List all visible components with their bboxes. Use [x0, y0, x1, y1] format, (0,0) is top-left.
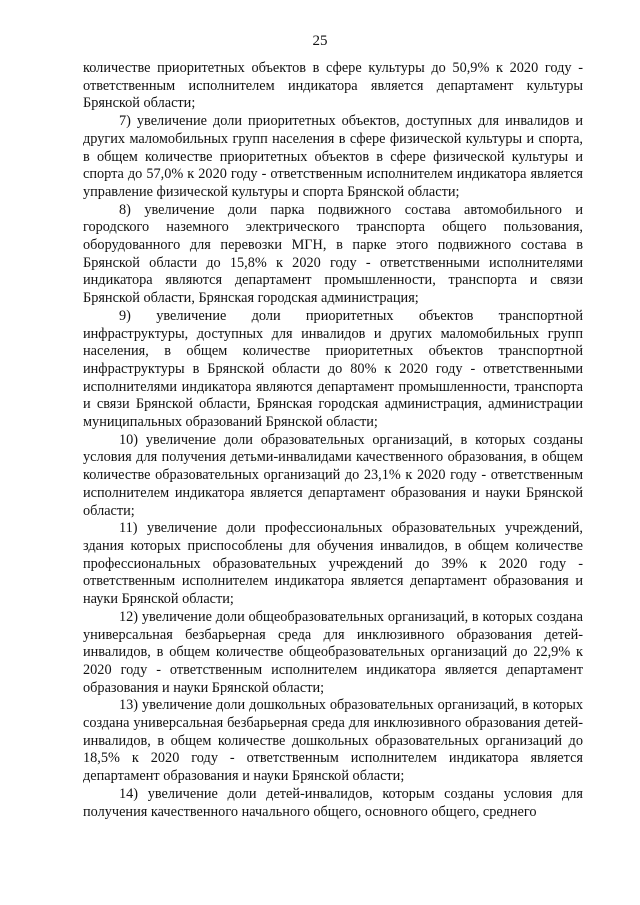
paragraph-item-7: 7) увеличение доли приоритетных объектов, доступных для инвалидов и других маломобильных групп населения в сфере физической культуры и спорта, в общем количестве приоритетных объектов в сфере физической культуры и спорта до 57,0% к 2020 году - ответственным исполнителем индикатора является управление физической культуры и спорта Брянской области; [83, 113, 583, 200]
page-number: 25 [312, 33, 328, 49]
paragraph-item-13: 13) увеличение доли дошкольных образовательных организаций, в которых создана универсальная безбарьерная среда для инклюзивного образования детей-инвалидов, в общем количестве дошкольных образовательных организаций до 18,5% к 2020 году - ответственным исполнителем индикатора является департамент образования и науки Брянской области; [83, 697, 583, 785]
document-body [83, 60, 583, 821]
paragraph-item-10: 10) увеличение доли образовательных организаций, в которых созданы условия для получения детьми-инвалидами качественного образования, в общем количестве образовательных организаций до 23,1% к 2020 году - ответственным исполнителем индикатора является департамент образования и науки Брянской области; [83, 431, 583, 519]
paragraph-item-8: 8) увеличение доли парка подвижного состава автомобильного и городского наземного электрического транспорта общего пользования, оборудованного для перевозки МГН, в парке этого подвижного состава в Брянской области до 15,8% к 2020 году - ответственными исполнителями индикатора являются департамент промышленности, транспорта и связи Брянской области, Брянская городская администрация; [83, 201, 583, 307]
paragraph-item-9: 9) увеличение доли приоритетных объектов транспортной инфраструктуры, доступных для инвалидов и других маломобильных групп населения, в общем количестве приоритетных объектов транспортной инфраструктуры в Брянской области до 80% к 2020 году - ответственными исполнителями индикатора являются департамент промышленности, транспорта и связи Брянской области, Брянская городская администрация, администрации муниципальных образований Брянской области; [83, 307, 583, 431]
paragraph-continuation: количестве приоритетных объектов в сфере культуры до 50,9% к 2020 году - ответственным исполнителем индикатора является департамент культуры Брянской области; [83, 60, 583, 112]
paragraph-item-12: 12) увеличение доли общеобразовательных организаций, в которых создана универсальная безбарьерная среда для инклюзивного образования детей-инвалидов, в общем количестве общеобразовательных организаций до 22,9% к 2020 году - ответственным исполнителем индикатора является департамент образования и науки Брянской области; [83, 608, 583, 696]
paragraph-item-11: 11) увеличение доли профессиональных образовательных учреждений, здания которых приспособлены для обучения инвалидов, в общем количестве профессиональных образовательных учреждений до 39% к 2020 году - ответственным исполнителем индикатора является департамент образования и науки Брянской области; [83, 520, 583, 608]
paragraph-item-14: 14) увеличение доли детей-инвалидов, которым созданы условия для получения качественного начального общего, основного общего, среднего [83, 785, 583, 820]
